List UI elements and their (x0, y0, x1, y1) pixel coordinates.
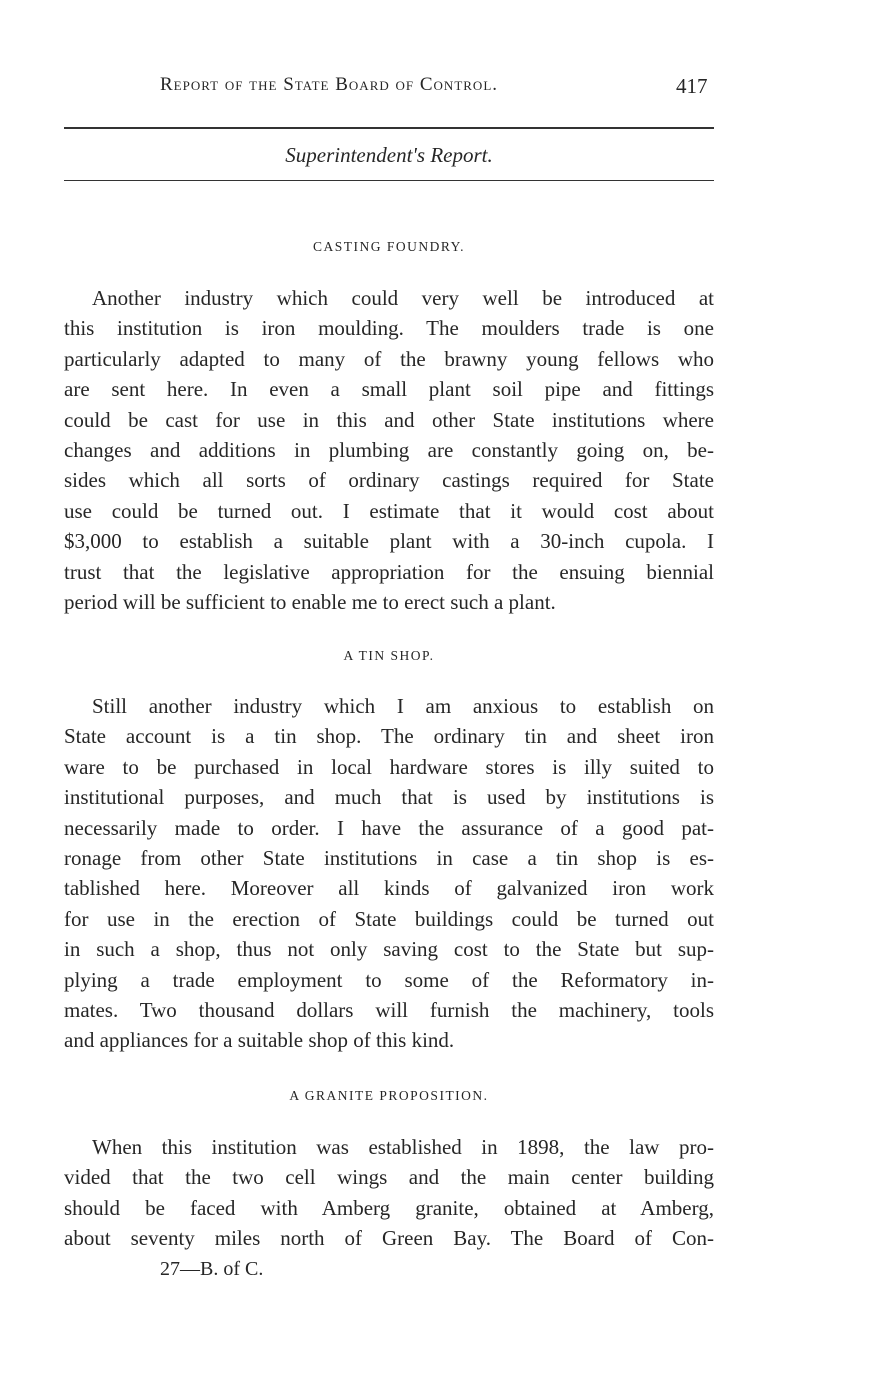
text-line: mates. Two thousand dollars will furnish the machinery, tools (64, 997, 714, 1022)
text-line: are sent here. In even a small plant soil pipe and fittings (64, 377, 714, 402)
report-subtitle: Superintendent's Report. (285, 143, 493, 167)
text-line: Another industry which could very well be introduced at (92, 286, 714, 310)
text-line: $3,000 to establish a suitable plant with a 30-inch cupola. I (64, 529, 714, 554)
section-title-granite-proposition: A GRANITE PROPOSITION. (289, 1088, 489, 1103)
text-line: Still another industry which I am anxious to establish on (92, 694, 714, 718)
text-line: should be faced with Amberg granite, obtained at Amberg, (64, 1195, 714, 1220)
text-line: period will be sufficient to enable me to erect such a plant. (64, 589, 556, 614)
text-line: and appliances for a suitable shop of this kind. (64, 1028, 455, 1053)
paragraph-tin-shop (64, 691, 714, 1056)
text-line: for use in the erection of State buildings could be turned out (64, 906, 714, 931)
text-line: necessarily made to order. I have the assurance of a good pat- (64, 815, 714, 840)
signature-mark: 27—B. of C. (160, 1258, 264, 1280)
text-line: ronage from other State institutions in case a tin shop is es- (64, 845, 714, 870)
header-rule-top (64, 127, 714, 129)
text-line: plying a trade employment to some of the Reformatory in- (64, 967, 714, 992)
text-line: sides which all sorts of ordinary castings required for State (64, 468, 714, 493)
text-line: tablished here. Moreover all kinds of galvanized iron work (64, 876, 714, 901)
paragraph-granite-proposition (64, 1132, 714, 1254)
section-title-tin-shop: A TIN SHOP. (343, 648, 435, 663)
text-line: about seventy miles north of Green Bay. The Board of Con- (64, 1226, 714, 1251)
text-line: this institution is iron moulding. The moulders trade is one (64, 316, 714, 341)
text-line: could be cast for use in this and other State institutions where (64, 407, 714, 432)
text-line: particularly adapted to many of the brawny young fellows who (64, 346, 714, 371)
text-line: trust that the legislative appropriation for the ensuing biennial (64, 559, 714, 584)
page-number: 417 (676, 74, 708, 98)
text-line: vided that the two cell wings and the main center building (64, 1165, 714, 1190)
text-line: use could be turned out. I estimate that it would cost about (64, 498, 714, 523)
text-line: changes and additions in plumbing are constantly going on, be- (64, 437, 714, 462)
text-line: State account is a tin shop. The ordinary tin and sheet iron (64, 724, 714, 749)
running-title: Report of the State Board of Control. (160, 74, 499, 95)
text-line: in such a shop, thus not only saving cost to the State but sup- (64, 937, 714, 962)
text-line: institutional purposes, and much that is used by institutions is (64, 785, 714, 810)
text-line: When this institution was established in 1898, the law pro- (92, 1135, 714, 1159)
header-rule-bottom (64, 180, 714, 181)
section-title-casting-foundry: CASTING FOUNDRY. (312, 239, 466, 254)
text-line: ware to be purchased in local hardware stores is illy suited to (64, 754, 714, 779)
paragraph-casting-foundry (64, 283, 714, 617)
